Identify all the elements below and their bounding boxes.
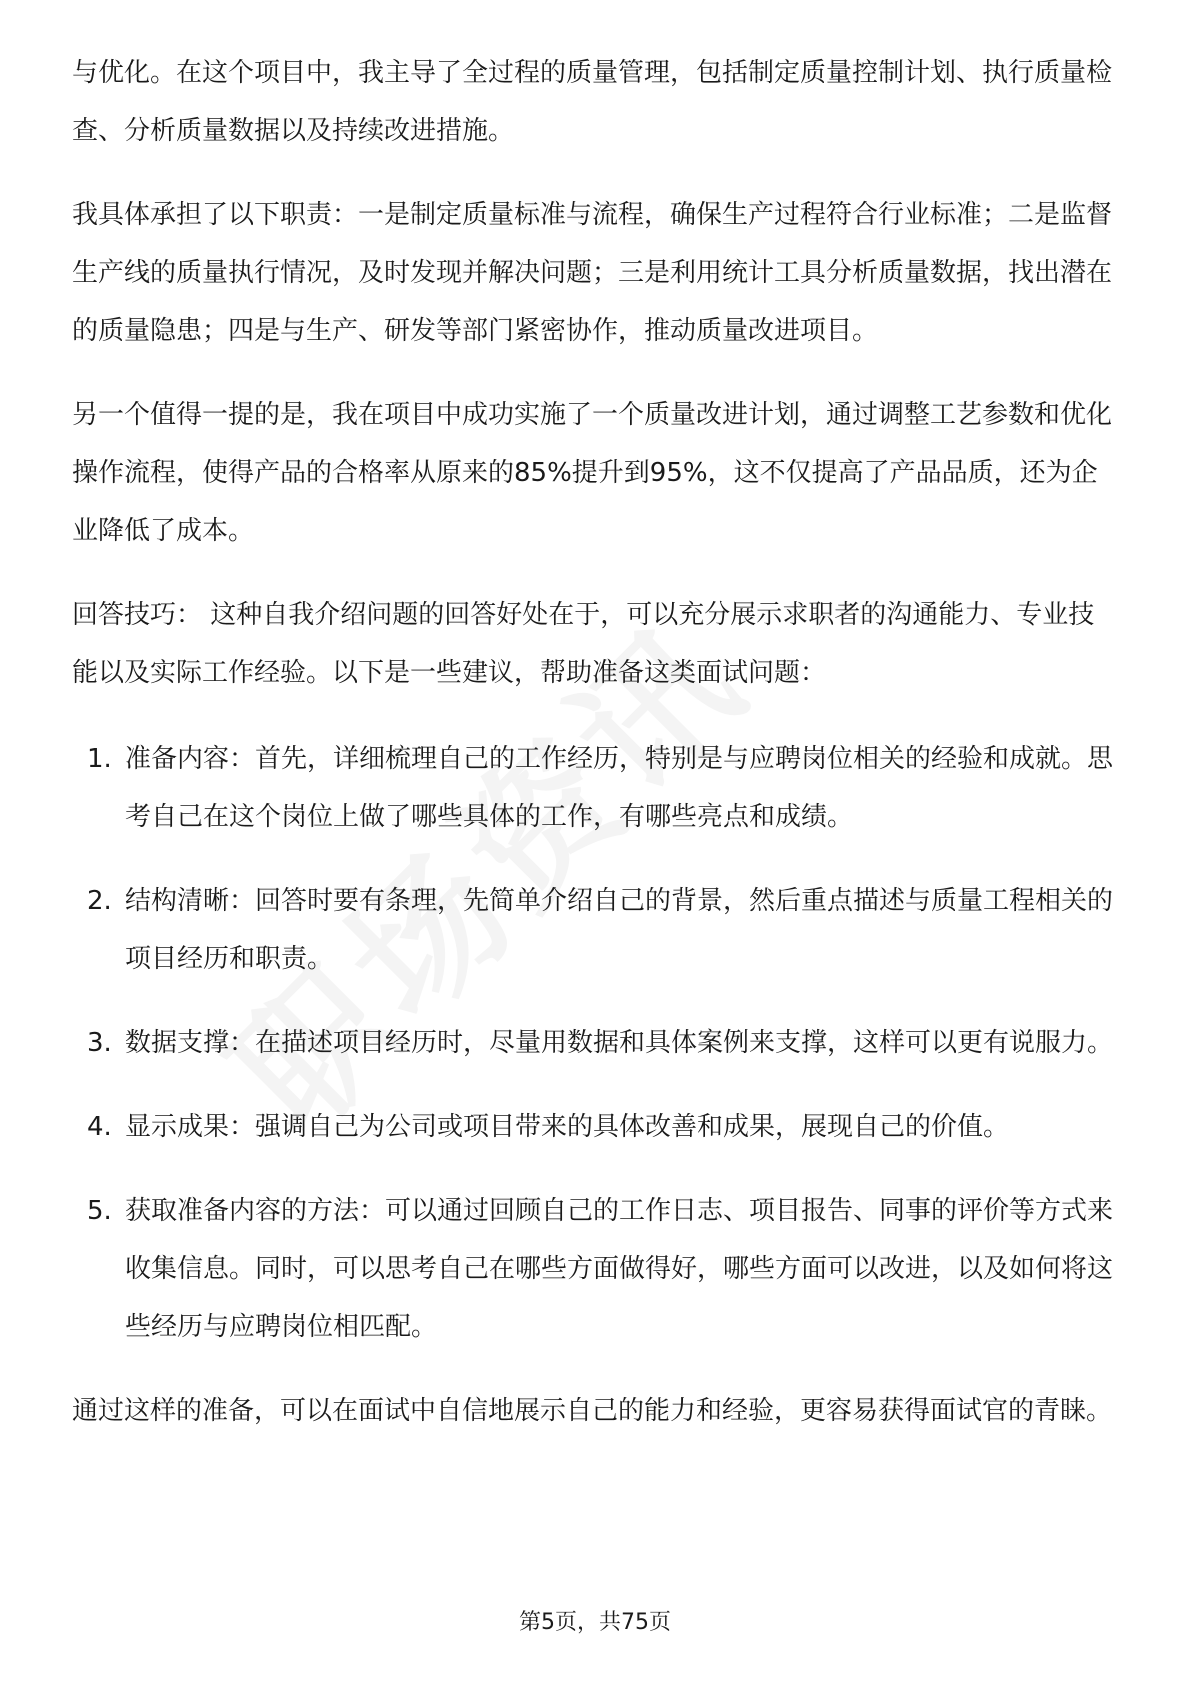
paragraph-closing: 通过这样的准备，可以在面试中自信地展示自己的能力和经验，更容易获得面试官的青睐。 — [72, 1396, 1113, 1426]
page-number-footer: 第5页，共75页 — [519, 1610, 671, 1635]
list-item-text: 结构清晰：回答时要有条理，先简单介绍自己的背景，然后重点描述与质量工程相关的项目经历和职责。 — [125, 886, 1114, 974]
tips-list — [72, 730, 1120, 1356]
paragraph-intro: 与优化。在这个项目中，我主导了全过程的质量管理，包括制定质量控制计划、执行质量检查、分析质量数据以及持续改进措施。 — [72, 58, 1113, 146]
list-item-number: 4. — [87, 1112, 112, 1142]
paragraph-responsibilities: 我具体承担了以下职责：一是制定质量标准与流程，确保生产过程符合行业标准；二是监督生产线的质量执行情况，及时发现并解决问题；三是利用统计工具分析质量数据，找出潜在的质量隐患；四是与生产、研发等部门紧密协作，推动质量改进项目。 — [72, 200, 1113, 346]
list-item-number: 5. — [87, 1196, 112, 1226]
list-item-number: 1. — [87, 744, 112, 774]
list-item-text: 获取准备内容的方法：可以通过回顾自己的工作日志、项目报告、同事的评价等方式来收集信息。同时，可以思考自己在哪些方面做得好，哪些方面可以改进，以及如何将这些经历与应聘岗位相匹配。 — [125, 1196, 1114, 1342]
list-item — [72, 1098, 1120, 1156]
paragraph-answer-tips: 回答技巧： 这种自我介绍问题的回答好处在于，可以充分展示求职者的沟通能力、专业技能以及实际工作经验。以下是一些建议，帮助准备这类面试问题： — [72, 600, 1095, 688]
list-item-text: 显示成果：强调自己为公司或项目带来的具体改善和成果，展现自己的价值。 — [125, 1112, 1010, 1142]
list-item-text: 数据支撑：在描述项目经历时，尽量用数据和具体案例来支撑，这样可以更有说服力。 — [125, 1028, 1114, 1058]
list-item — [72, 1014, 1120, 1072]
list-item-text: 准备内容：首先，详细梳理自己的工作经历，特别是与应聘岗位相关的经验和成就。思考自己在这个岗位上做了哪些具体的工作，有哪些亮点和成绩。 — [125, 744, 1114, 832]
list-item-number: 3. — [87, 1028, 112, 1058]
list-item — [72, 1182, 1120, 1356]
list-item — [72, 730, 1120, 846]
list-item — [72, 872, 1120, 988]
list-item-number: 2. — [87, 886, 112, 916]
paragraph-achievement: 另一个值得一提的是，我在项目中成功实施了一个质量改进计划，通过调整工艺参数和优化操作流程，使得产品的合格率从原来的85%提升到95%，这不仅提高了产品品质，还为企业降低了成本。 — [72, 400, 1113, 546]
document-body — [72, 44, 1120, 1440]
